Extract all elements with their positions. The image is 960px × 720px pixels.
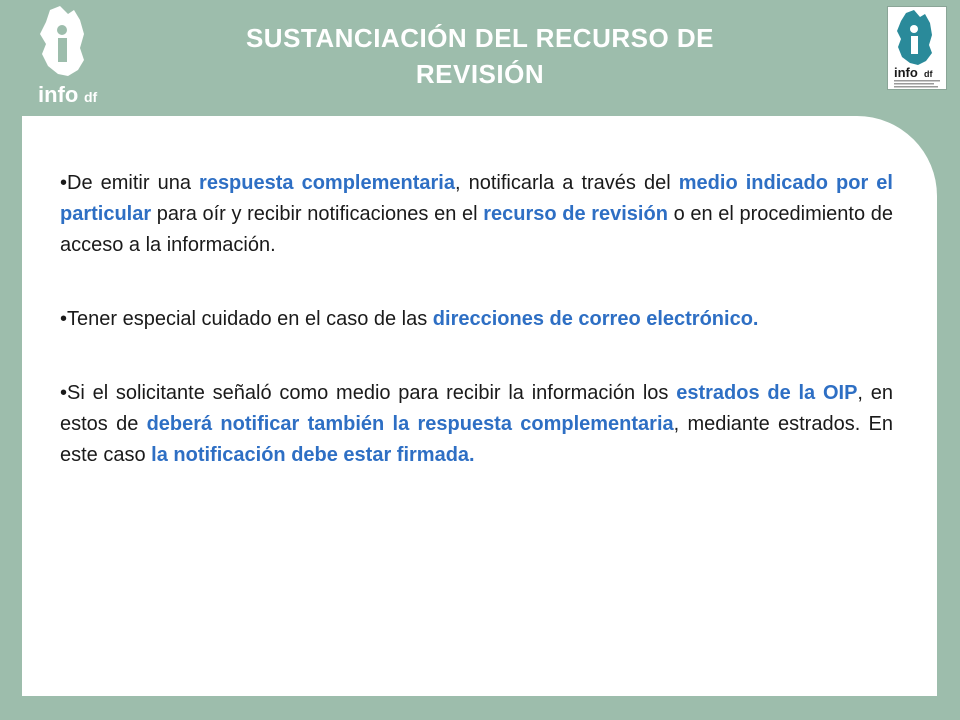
bullet-paragraph xyxy=(60,378,893,471)
bullet-paragraph xyxy=(60,168,893,261)
logo-text: info xyxy=(38,82,79,107)
body-text: •De emitir una xyxy=(60,172,200,194)
highlighted-text: la notificación debe estar firmada. xyxy=(151,444,475,466)
highlighted-text: estrados de la OIP xyxy=(676,382,858,404)
bullet-list xyxy=(60,168,893,514)
body-text: o en el procedimiento de acceso a la información. xyxy=(60,203,893,256)
svg-text:df: df xyxy=(924,69,933,79)
body-text: , notificarla a través del xyxy=(454,172,679,194)
title-line-1: SUSTANCIACIÓN DEL RECURSO DE xyxy=(245,23,715,53)
info-df-logo xyxy=(28,4,108,108)
svg-text:info: info xyxy=(894,65,918,80)
highlighted-text: deberá notificar también la respuesta complementaria xyxy=(146,413,674,435)
highlighted-text: respuesta complementaria xyxy=(199,172,455,194)
bullet-paragraph xyxy=(60,304,893,335)
title-line-2: REVISIÓN xyxy=(415,59,545,89)
highlighted-text: medio indicado por el particular xyxy=(60,172,893,225)
body-text: •Tener especial cuidado en el caso de las xyxy=(60,308,433,330)
svg-text:df: df xyxy=(84,89,98,105)
body-text: •Si el solicitante señaló como medio para recibir la información los xyxy=(60,382,677,404)
page-title xyxy=(160,20,800,92)
highlighted-text: recurso de revisión xyxy=(483,203,668,225)
info-df-logo-small xyxy=(887,6,947,90)
highlighted-text: direcciones de correo electrónico. xyxy=(432,308,759,330)
body-text: , en estos de xyxy=(60,382,894,435)
body-text: , mediante estrados. En este caso xyxy=(60,413,893,466)
body-text: para oír y recibir notificaciones en el xyxy=(151,203,484,225)
